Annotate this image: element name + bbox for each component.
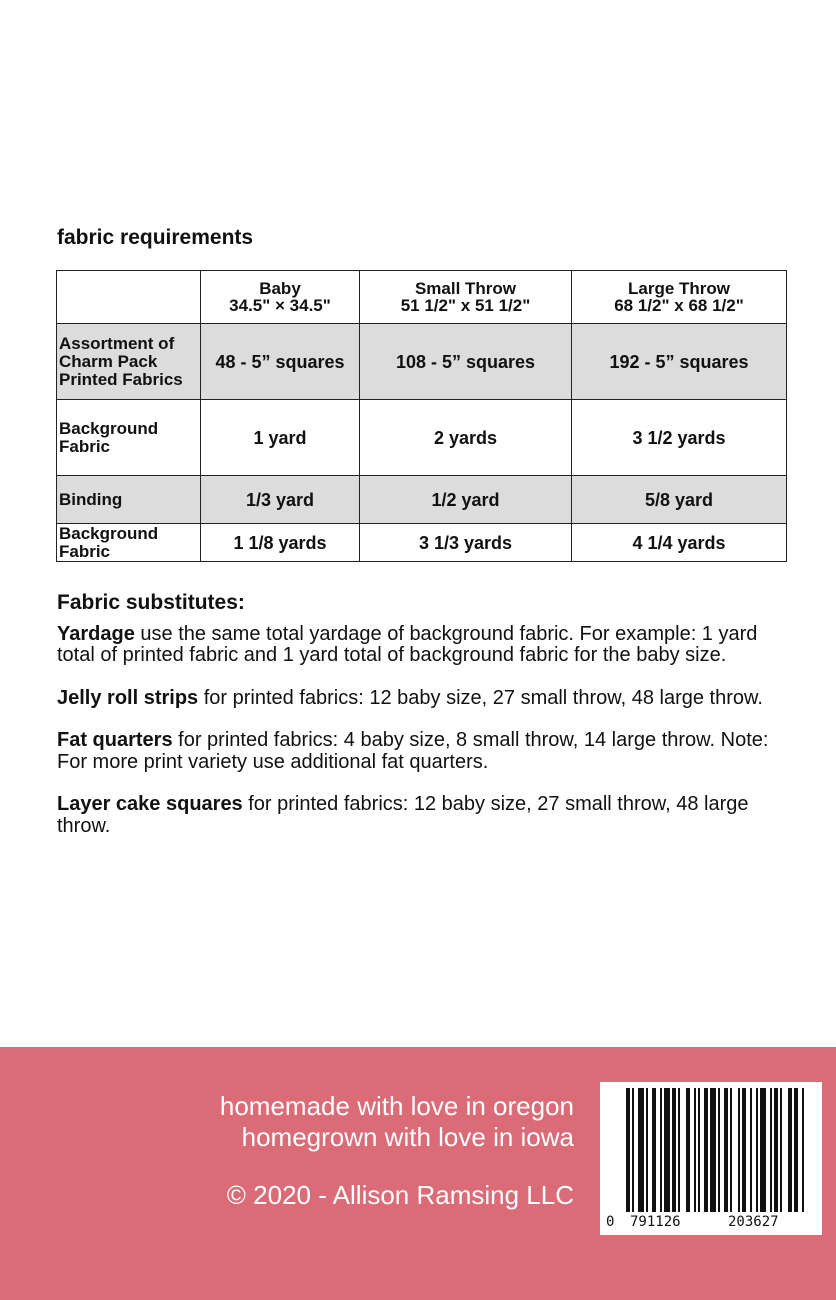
table-row xyxy=(57,524,787,562)
table-cell: 3 1/2 yards xyxy=(572,400,787,476)
barcode-bar xyxy=(794,1088,798,1212)
section-title: fabric requirements xyxy=(57,226,254,249)
table-cell: 192 - 5” squares xyxy=(572,324,787,400)
tagline-line-2: homegrown with love in iowa xyxy=(241,1122,574,1152)
barcode-bar xyxy=(704,1088,708,1212)
barcode-bar xyxy=(718,1088,720,1212)
table-cell: 3 1/3 yards xyxy=(360,524,572,562)
substitute-item xyxy=(57,624,797,667)
barcode-left-digits: 791126 xyxy=(630,1214,681,1230)
barcode-bar xyxy=(770,1088,772,1212)
header-cell-baby xyxy=(201,271,360,324)
substitute-item xyxy=(57,730,797,773)
column-size: 51 1/2" x 51 1/2" xyxy=(400,296,531,315)
table-cell: 5/8 yard xyxy=(572,476,787,524)
barcode-bar xyxy=(780,1088,782,1212)
table-cell: 48 - 5” squares xyxy=(201,324,360,400)
header-cell-small-throw xyxy=(360,271,572,324)
substitute-text: for printed fabrics: 4 baby size, 8 small throw, 14 large throw. Note: For more print variety use additional fat quarters. xyxy=(57,729,769,773)
barcode-bar xyxy=(626,1088,630,1212)
fabric-requirements-table xyxy=(56,270,787,562)
fabric-substitutes-section xyxy=(57,592,797,858)
table-cell: 2 yards xyxy=(360,400,572,476)
barcode-bar xyxy=(774,1088,778,1212)
copyright: © 2020 - Allison Ramsing LLC xyxy=(226,1180,574,1210)
substitute-item xyxy=(57,688,797,710)
column-name: Large Throw xyxy=(627,279,730,298)
table-row xyxy=(57,476,787,524)
substitutes-heading: Fabric substitutes: xyxy=(57,591,245,614)
tagline-line-1: homemade with love in oregon xyxy=(219,1091,574,1121)
column-name: Small Throw xyxy=(414,279,517,298)
barcode-bar xyxy=(760,1088,766,1212)
footer-band xyxy=(0,1047,836,1300)
substitute-term: Yardage xyxy=(57,622,135,645)
substitute-text: use the same total yardage of background fabric. For example: 1 yard total of printed fabric and 1 yard total of background fabric for the baby size. xyxy=(57,622,758,666)
substitute-item xyxy=(57,794,797,837)
table-cell: 1 yard xyxy=(201,400,360,476)
tagline xyxy=(220,1091,574,1153)
table-header-row xyxy=(57,271,787,324)
barcode-bar xyxy=(678,1088,680,1212)
table-cell: 4 1/4 yards xyxy=(572,524,787,562)
table-row xyxy=(57,400,787,476)
header-cell-large-throw xyxy=(572,271,787,324)
barcode-bar xyxy=(694,1088,696,1212)
column-name: Baby xyxy=(259,279,301,298)
barcode-bar xyxy=(802,1088,804,1212)
barcode-lead-digit: 0 xyxy=(606,1214,615,1230)
substitute-term: Layer cake squares xyxy=(57,793,243,815)
row-label: Binding xyxy=(57,476,201,524)
barcode-bar xyxy=(710,1088,716,1212)
column-size: 34.5" × 34.5" xyxy=(229,296,331,315)
row-label: Background Fabric xyxy=(57,400,201,476)
row-label: Assortment of Charm Pack Printed Fabrics xyxy=(57,324,201,400)
barcode-bar xyxy=(742,1088,746,1212)
substitute-term: Jelly roll strips xyxy=(57,686,199,709)
substitute-text: for printed fabrics: 12 baby size, 27 small throw, 48 large throw. xyxy=(57,793,749,837)
barcode xyxy=(600,1082,822,1235)
barcode-bar xyxy=(646,1088,648,1212)
substitute-term: Fat quarters xyxy=(57,729,173,751)
barcode-bar xyxy=(632,1088,634,1212)
barcode-bar xyxy=(724,1088,728,1212)
barcode-bar xyxy=(686,1088,690,1212)
barcode-bar xyxy=(756,1088,758,1212)
table-cell: 108 - 5” squares xyxy=(360,324,572,400)
barcode-bar xyxy=(730,1088,732,1212)
column-size: 68 1/2" x 68 1/2" xyxy=(614,296,744,315)
barcode-bar xyxy=(660,1088,662,1212)
barcode-right-digits: 203627 xyxy=(728,1214,779,1230)
barcode-bar xyxy=(652,1088,656,1212)
table-cell: 1/2 yard xyxy=(360,476,572,524)
table-cell: 1/3 yard xyxy=(201,476,360,524)
barcode-bar xyxy=(738,1088,740,1212)
barcode-bars xyxy=(600,1082,822,1235)
barcode-bar xyxy=(698,1088,700,1212)
barcode-bar xyxy=(788,1088,792,1212)
barcode-bar xyxy=(750,1088,752,1212)
barcode-bar xyxy=(672,1088,676,1212)
table-cell: 1 1/8 yards xyxy=(201,524,360,562)
barcode-bar xyxy=(664,1088,670,1212)
barcode-bar xyxy=(638,1088,644,1212)
row-label: Background Fabric xyxy=(57,524,201,562)
table-row xyxy=(57,324,787,400)
header-corner-cell xyxy=(57,271,201,324)
substitute-text: for printed fabrics: 12 baby size, 27 small throw, 48 large throw. xyxy=(198,686,763,709)
